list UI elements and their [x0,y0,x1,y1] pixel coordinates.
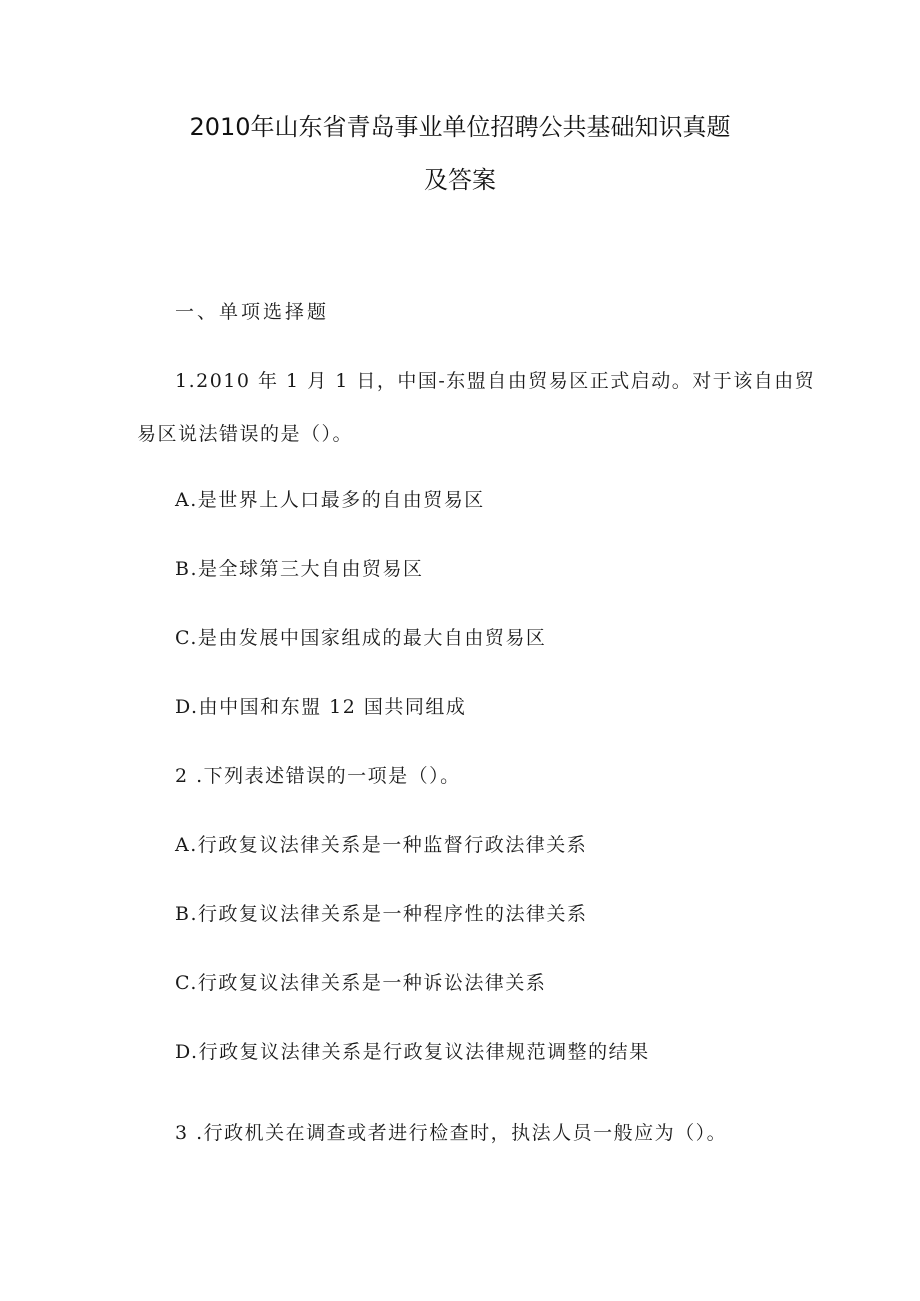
question-1-stem-line-1: 1.2010 年 1 月 1 日，中国-东盟自由贸易区正式启动。对于该自由贸 [175,370,816,392]
question-2-option-c: C.行政复议法律关系是一种诉讼法律关系 [175,972,547,994]
question-2-option-a: A.行政复议法律关系是一种监督行政法律关系 [175,834,588,856]
document-title-line-1: 2010年山东省青岛事业单位招聘公共基础知识真题 [189,113,731,141]
question-2-option-b: B.行政复议法律关系是一种程序性的法律关系 [175,903,588,925]
document-title-line-2: 及答案 [424,166,496,194]
question-1-option-d: D.由中国和东盟 12 国共同组成 [175,696,467,718]
question-2-option-d: D.行政复议法律关系是行政复议法律规范调整的结果 [175,1041,650,1063]
question-1-option-c: C.是由发展中国家组成的最大自由贸易区 [175,627,547,649]
question-3-stem: 3 .行政机关在调查或者进行检查时，执法人员一般应为（）。 [175,1122,728,1144]
question-2-stem: 2 .下列表述错误的一项是（）。 [175,765,461,787]
question-1-option-a: A.是世界上人口最多的自由贸易区 [175,489,485,511]
question-1-stem-line-2: 易区说法错误的是（）。 [137,423,354,445]
question-1-option-b: B.是全球第三大自由贸易区 [175,558,424,580]
section-heading: 一、单项选择题 [175,301,330,323]
